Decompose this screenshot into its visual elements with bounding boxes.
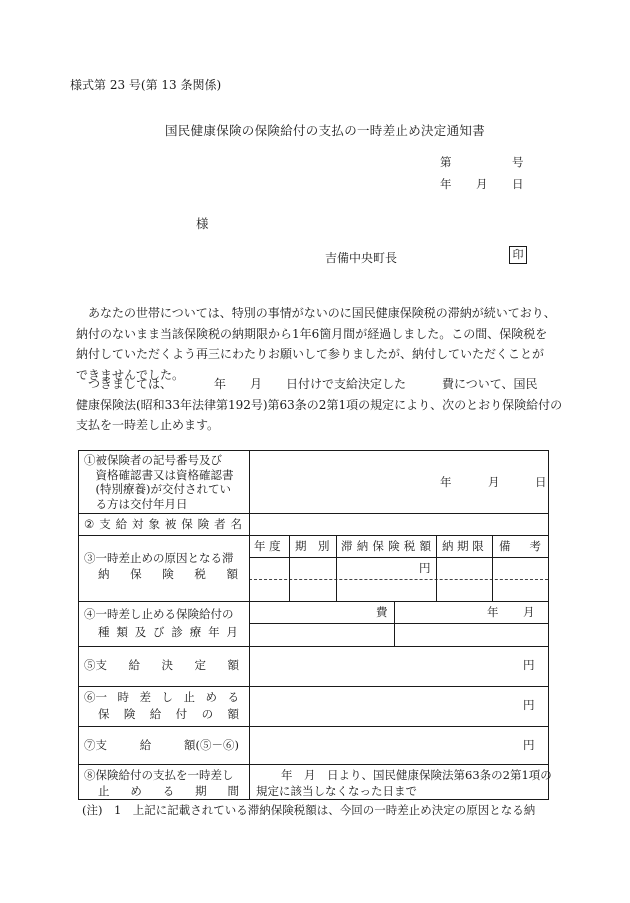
row-divider [79,646,548,647]
row4-year-unit: 年 [487,605,499,619]
row4-month-unit: 月 [523,605,535,619]
label-line: る方は交付年月日 [84,496,188,511]
paragraph-line: 納付していただくよう再三にわたりお願いして参りましたが、納付していただくことが [76,347,545,361]
column-divider [289,535,290,601]
issuer-name: 吉備中央町長 [325,251,398,265]
addressee-suffix: 様 [196,216,209,231]
label-line: ①被保険者の記号番号及び [84,453,222,467]
row3-yen-unit: 円 [419,561,431,575]
column-divider [436,535,437,601]
row4-label-line2: 種 類 及 び 診 療 年 月 [98,625,238,639]
header-kibetsu: 期 別 [295,539,330,553]
row4-label-line1: ④一時差し止める保険給付の [84,607,234,621]
paragraph-line: 健康保険法(昭和33年法律第192号)第63条の2第1項の規定により、次のとおり保険給付の [76,397,563,412]
dashed-divider [249,579,548,580]
header-tainou: 滞 納 保 険 税 額 [341,539,431,553]
row6-yen-unit: 円 [523,698,535,712]
row8-label-line2: 止 め る 期 間 [98,784,239,798]
header-biko: 備 考 [499,539,541,553]
header-nouki: 納 期 限 [442,539,484,553]
row2-label: ② 支 給 対 象 被 保 険 者 名 [84,517,242,531]
number-dai: 第 [440,155,452,169]
row5-label: ⑤支 給 決 定 額 [84,658,239,672]
column-divider [394,601,395,646]
paragraph-line: あなたの世帯については、特別の事情がないのに国民健康保険税の滞納が続いており、 [88,306,556,320]
row8-label-line1: ⑧保険給付の支払を一時差し [84,768,234,782]
row-divider [79,601,548,602]
row-divider [79,686,548,687]
column-divider [249,451,250,799]
label-line: (特別療養)が交付されてい [84,482,231,496]
row6-label-line1: ⑥一 時 差 し 止 め る [84,690,239,704]
row8-content-line1: 年 月 日より、国民健康保険法第63条の2第1項の [281,768,552,782]
row-divider [249,557,548,558]
date-month: 月 [476,177,488,191]
row8-content-line2: 規定に該当しなくなった日まで [256,784,417,798]
row1-month-unit: 月 [488,475,500,489]
paragraph-line: 納付のないまま当該保険税の納期限から1年6箇月間が経過しました。この間、保険税を [76,326,548,341]
row-divider [79,764,548,765]
form-number: 様式第 23 号(第 13 条関係) [70,78,222,92]
seal-mark: 印 [509,246,527,264]
row7-label: ⑦支 給 額(⑤－⑥) [84,738,239,752]
body-paragraph-2 [76,374,563,436]
row6-label-line2: 保 険 給 付 の 額 [98,707,239,721]
row1-year-unit: 年 [440,475,452,489]
date-day: 日 [512,177,524,191]
row-divider [79,726,548,727]
row4-hi-unit: 費 [376,605,388,619]
paragraph-line: つきましては、 年 月 日付けで支給決定した 費について、国民 [88,377,538,391]
row1-day-unit: 日 [535,475,547,489]
row-divider [249,623,548,624]
footnote: (注) 1 上記に記載されている滞納保険税額は、今回の一時差止め決定の原因となる納 [82,803,536,817]
row-divider [79,513,548,514]
paragraph-line: 支払を一時差し止めます。 [76,418,220,432]
row5-yen-unit: 円 [523,658,535,672]
document-title: 国民健康保険の保険給付の支払の一時差止め決定通知書 [165,123,486,138]
column-divider [492,535,493,601]
row1-label [84,453,234,511]
column-divider [336,535,337,601]
paragraph-line: できませんでした。 [76,367,185,382]
date-year: 年 [440,177,452,191]
row7-yen-unit: 円 [523,738,535,752]
body-paragraph-1 [76,303,556,385]
label-line: 資格確認書又は資格確認書 [84,467,234,482]
header-nendo: 年 度 [254,539,281,553]
suspension-form-table [78,450,552,800]
row3-label-line2: 納 保 険 税 額 [98,567,238,581]
row-divider [79,535,548,536]
row3-label-line1: ③一時差止めの原因となる滞 [84,551,234,565]
number-go: 号 [512,155,524,169]
